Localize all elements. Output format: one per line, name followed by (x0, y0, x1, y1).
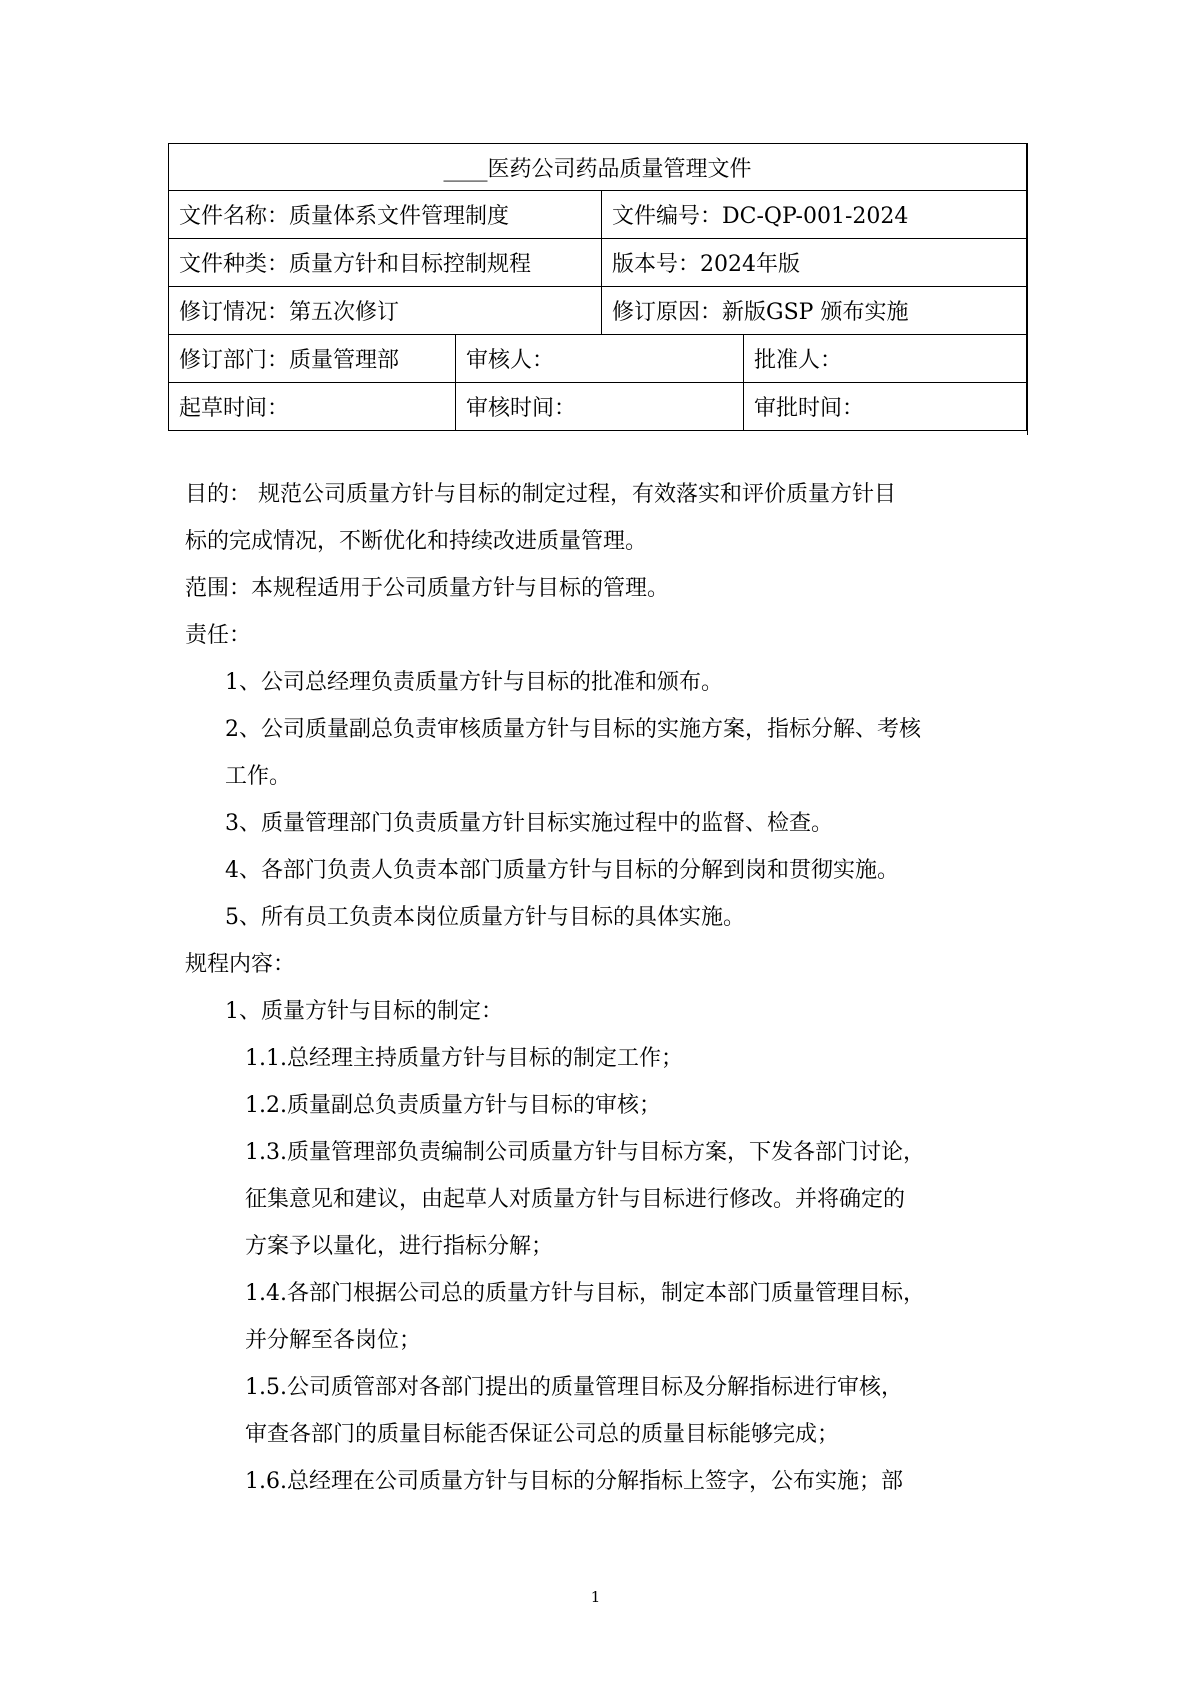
scope-line: 范围：本规程适用于公司质量方针与目标的管理。 (185, 576, 670, 601)
responsibility-item-4: 4、各部门负责人负责本部门质量方针与目标的分解到岗和贯彻实施。 (225, 858, 899, 883)
responsibility-item-3: 3、质量管理部门负责质量方针目标实施过程中的监督、检查。 (225, 811, 833, 836)
content-item-1-5: 1.5.公司质管部对各部门提出的质量管理目标及分解指标进行审核， (245, 1375, 903, 1400)
revision-reason-cell: 修订原因：新版GSP 颁布实施 (602, 287, 1027, 335)
document-header-table (168, 143, 1027, 431)
content-item-1-3-cont: 征集意见和建议，由起草人对质量方针与目标进行修改。并将确定的 (245, 1187, 906, 1212)
content-item-1-5-cont: 审查各部门的质量目标能否保证公司总的质量目标能够完成； (245, 1422, 840, 1447)
responsibility-heading: 责任： (185, 623, 252, 648)
file-name-cell: 文件名称：质量体系文件管理制度 (169, 191, 602, 239)
approve-time-cell: 审批时间： (744, 383, 1027, 431)
responsibility-item-2-cont: 工作。 (225, 764, 292, 789)
page-number: 1 (590, 1588, 601, 1606)
revision-dept-cell: 修订部门：质量管理部 (169, 335, 456, 383)
file-number-cell: 文件编号：DC-QP-001-2024 (602, 191, 1027, 239)
content-item-1-3-cont2: 方案予以量化，进行指标分解； (245, 1234, 554, 1259)
table-right-rule (1027, 143, 1028, 435)
reviewer-cell: 审核人： (456, 335, 744, 383)
file-type-cell: 文件种类：质量方针和目标控制规程 (169, 239, 602, 287)
review-time-cell: 审核时间： (456, 383, 744, 431)
content-item-1: 1、质量方针与目标的制定： (225, 999, 503, 1024)
content-heading: 规程内容： (185, 952, 296, 977)
content-item-1-4-cont: 并分解至各岗位； (245, 1328, 422, 1353)
content-item-1-3: 1.3.质量管理部负责编制公司质量方针与目标方案，下发各部门讨论， (245, 1140, 925, 1165)
purpose-line-1: 目的： 规范公司质量方针与目标的制定过程，有效落实和评价质量方针目 (185, 482, 896, 507)
content-item-1-4: 1.4.各部门根据公司总的质量方针与目标，制定本部门质量管理目标， (245, 1281, 925, 1306)
content-item-1-1: 1.1.总经理主持质量方针与目标的制定工作； (245, 1046, 683, 1071)
draft-time-cell: 起草时间： (169, 383, 456, 431)
content-item-1-6: 1.6.总经理在公司质量方针与目标的分解指标上签字，公布实施；部 (245, 1469, 903, 1494)
document-title: ____医药公司药品质量管理文件 (169, 144, 1027, 191)
responsibility-item-2: 2、公司质量副总负责审核质量方针与目标的实施方案，指标分解、考核 (225, 717, 921, 742)
content-item-1-2: 1.2.质量副总负责质量方针与目标的审核； (245, 1093, 661, 1118)
version-cell: 版本号：2024年版 (602, 239, 1027, 287)
approver-cell: 批准人： (744, 335, 1027, 383)
responsibility-item-1: 1、公司总经理负责质量方针与目标的批准和颁布。 (225, 670, 723, 695)
responsibility-item-5: 5、所有员工负责本岗位质量方针与目标的具体实施。 (225, 905, 745, 930)
revision-cell: 修订情况：第五次修订 (169, 287, 602, 335)
purpose-line-2: 标的完成情况，不断优化和持续改进质量管理。 (185, 529, 648, 554)
